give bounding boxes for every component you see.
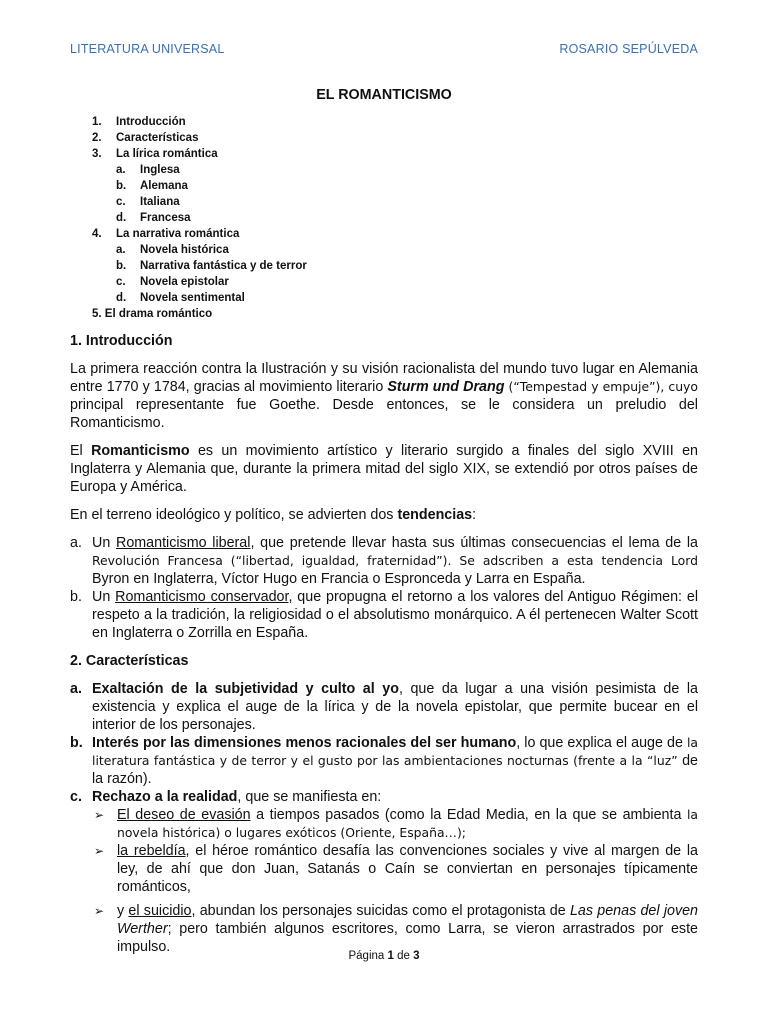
paragraph-intro-3: En el terreno ideológico y político, se advierten dos tendencias: <box>70 507 477 523</box>
list-item: a. Un Romanticismo liberal, que pretende llevar hasta sus últimas consecuencias el lema de la Revolución Francesa (“libertad, igualdad, fraternidad”). Se adscriben a esta tendencia Lord Byron en Inglaterra, Víctor Hugo en Francia o Espronceda y Larra en España. <box>70 535 699 587</box>
paragraph-intro-2: El Romanticismo es un movimiento artístico y literario surgido a finales del siglo XVIII en Inglaterra y Alemania que, durante la primera mitad del siglo XIX, se extendió por otros países de Europa y América. <box>70 443 699 495</box>
toc-item: 2. Características <box>92 132 199 144</box>
page-footer <box>0 950 768 962</box>
document-title: EL ROMANTICISMO <box>316 87 452 103</box>
header-subject: LITERATURA UNIVERSAL <box>70 42 225 56</box>
section-heading-introduccion: 1. Introducción <box>70 333 173 349</box>
page-body <box>70 86 698 966</box>
toc-subitem: d. Novela sentimental <box>116 292 245 304</box>
toc-item: 4. La narrativa romántica <box>92 228 240 240</box>
section-heading-caracteristicas: 2. Características <box>70 653 189 669</box>
arrow-bullet-icon: ➢ <box>94 808 105 822</box>
toc-subitem: a. Inglesa <box>116 164 180 176</box>
page-total: 3 <box>413 950 420 962</box>
toc-subitem: a. Novela histórica <box>116 244 229 256</box>
list-item: b. Un Romanticismo conservador, que propugna el retorno a los valores del Antiguo Régimen: el respeto a la tradición, la religiosidad o el absolutismo monárquico. A él pertenecen Walter Scott en Inglaterra o Zorrilla en España. <box>70 589 699 641</box>
toc-subitem: d. Francesa <box>116 212 191 224</box>
header-author: ROSARIO SEPÚLVEDA <box>559 42 698 56</box>
paragraph-intro-1: La primera reacción contra la Ilustración y su visión racionalista del mundo tuvo lugar en Alemania entre 1770 y 1784, gracias al movimiento literario Sturm und Drang (“Tempestad y empuje”), cuyo principal representante fue Goethe. Desde entonces, se le considera un preludio del Romanticismo. <box>70 361 698 431</box>
list-item: b. Interés por las dimensiones menos racionales del ser humano, lo que explica el auge de la literatura fantástica y de terror y el gusto por las ambientaciones nocturnas (frente a la “luz” de la razón). <box>70 735 699 787</box>
page-header <box>70 42 698 56</box>
list-item: c. Rechazo a la realidad, que se manifiesta en: <box>70 789 382 805</box>
sublist-item: ➢ la rebeldía, el héroe romántico desafía las convenciones sociales y vive al margen de la ley, de ahí que don Juan, Satanás o Caín se conviertan en personajes típicamente románticos, <box>94 843 698 895</box>
toc-subitem: b. Alemana <box>116 180 188 192</box>
toc-item: 1. Introducción <box>92 116 186 128</box>
toc-item: 5. El drama romántico <box>92 308 213 320</box>
arrow-bullet-icon: ➢ <box>94 904 105 918</box>
list-item: a. Exaltación de la subjetividad y culto al yo, que da lugar a una visión pesimista de la existencia y explica el auge de la lírica y de la novela epistolar, que permite bucear en el interior de los personajes. <box>70 681 698 733</box>
arrow-bullet-icon: ➢ <box>94 844 105 858</box>
toc-subitem: b. Narrativa fantástica y de terror <box>116 260 307 272</box>
page-current: 1 <box>387 950 394 962</box>
tendencias-list <box>70 534 698 642</box>
toc-subitem: c. Italiana <box>116 196 180 208</box>
movement-name: Sturm und Drang <box>387 379 505 395</box>
toc-item: 3. La lírica romántica <box>92 148 218 160</box>
table-of-contents <box>70 114 698 322</box>
toc-subitem: c. Novela epistolar <box>116 276 229 288</box>
sublist-item: ➢ y el suicidio, abundan los personajes suicidas como el protagonista de Las penas del joven Werther; pero también algunos escritores, como Larra, se vieron arrastrados por este impulso. <box>94 903 698 955</box>
sublist-item: ➢ El deseo de evasión a tiempos pasados (como la Edad Media, en la que se ambienta la novela histórica) o lugares exóticos (Oriente, España…); <box>94 807 698 840</box>
page-sep: de <box>397 950 410 962</box>
caracteristicas-list <box>70 680 698 956</box>
page-label: Página <box>348 950 385 962</box>
rechazo-sublist <box>94 806 698 956</box>
